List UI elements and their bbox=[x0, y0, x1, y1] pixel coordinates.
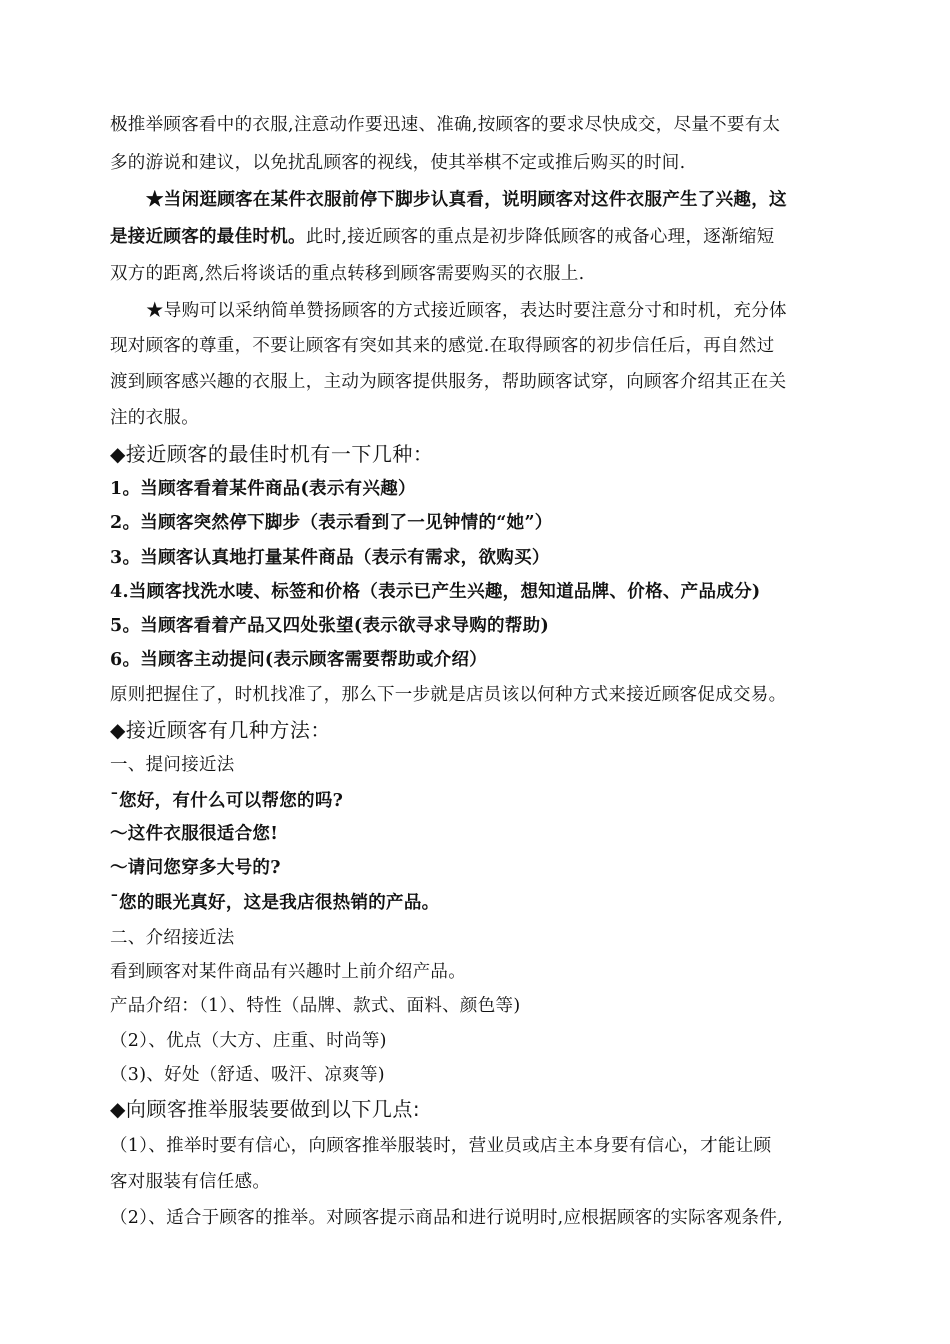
paragraph-line bbox=[110, 225, 774, 249]
paragraph-line: 产品介绍：（1）、特性（品牌、款式、面料、颜色等) bbox=[110, 996, 521, 1016]
list-item: ¯您好，有什么可以帮您的吗? bbox=[110, 791, 344, 811]
section-heading: ◆向顾客推举服装要做到以下几点: bbox=[110, 1097, 421, 1121]
paragraph-line: （2）、适合于顾客的推举。对顾客提示商品和进行说明时,应根据顾客的实际客观条件, bbox=[110, 1208, 784, 1228]
paragraph-line: （2）、优点（大方、庄重、时尚等) bbox=[110, 1031, 387, 1051]
list-item: 1。当顾客看着某件商品(表示有兴趣） bbox=[110, 479, 416, 499]
paragraph-line: 看到顾客对某件商品有兴趣时上前介绍产品。 bbox=[110, 962, 466, 982]
list-item: ¯您的眼光真好，这是我店很热销的产品。 bbox=[110, 893, 440, 913]
section-heading: ◆接近顾客有几种方法： bbox=[110, 718, 331, 742]
paragraph-line: ★导购可以采纳简单赞扬顾客的方式接近顾客，表达时要注意分寸和时机，充分体 bbox=[146, 301, 787, 321]
paragraph-line: （3)、好处（舒适、吸汗、凉爽等) bbox=[110, 1065, 385, 1085]
list-item: 4.当顾客找洗水唛、标签和价格（表示已产生兴趣，想知道品牌、价格、产品成分) bbox=[110, 582, 761, 602]
method-title: 二、介绍接近法 bbox=[110, 928, 235, 948]
paragraph-line: 双方的距离,然后将谈话的重点转移到顾客需要购买的衣服上. bbox=[110, 264, 585, 284]
paragraph-line-bold: ★当闲逛顾客在某件衣服前停下脚步认真看，说明顾客对这件衣服产生了兴趣，这 bbox=[146, 190, 787, 210]
list-item: 6。当顾客主动提问(表示顾客需要帮助或介绍） bbox=[110, 650, 488, 670]
paragraph-line: 多的游说和建议，以免扰乱顾客的视线，使其举棋不定或推后购买的时间. bbox=[110, 153, 686, 173]
list-item: 2。当顾客突然停下脚步（表示看到了一见钟情的“她”） bbox=[110, 513, 553, 533]
list-item: ～这件衣服很适合您! bbox=[110, 824, 279, 844]
paragraph-line: 极推举顾客看中的衣服,注意动作要迅速、准确,按顾客的要求尽快成交，尽量不要有太 bbox=[110, 115, 781, 135]
paragraph-line: （1）、推举时要有信心，向顾客推举服装时，营业员或店主本身要有信心，才能让顾 bbox=[110, 1136, 772, 1156]
list-item: ～请问您穿多大号的? bbox=[110, 858, 281, 878]
paragraph-line: 注的衣服。 bbox=[110, 408, 199, 428]
list-item: 5。当顾客看着产品又四处张望(表示欲寻求导购的帮助) bbox=[110, 616, 550, 636]
list-item: 3。当顾客认真地打量某件商品（表示有需求，欲购买） bbox=[110, 548, 550, 568]
paragraph-line: 现对顾客的尊重，不要让顾客有突如其来的感觉.在取得顾客的初步信任后，再自然过 bbox=[110, 336, 775, 356]
paragraph-line: 客对服装有信任感。 bbox=[110, 1172, 271, 1192]
section-heading: ◆接近顾客的最佳时机有一下几种： bbox=[110, 442, 434, 466]
paragraph-line: 渡到顾客感兴趣的衣服上，主动为顾客提供服务，帮助顾客试穿，向顾客介绍其正在关 bbox=[110, 372, 787, 392]
summary-line: 原则把握住了，时机找准了，那么下一步就是店员该以何种方式来接近顾客促成交易。 bbox=[110, 685, 787, 705]
method-title: 一、提问接近法 bbox=[110, 755, 235, 775]
bold-phrase: 是接近顾客的最佳时机。 bbox=[110, 227, 306, 247]
text-run: 此时,接近顾客的重点是初步降低顾客的戒备心理，逐渐缩短 bbox=[305, 227, 775, 247]
